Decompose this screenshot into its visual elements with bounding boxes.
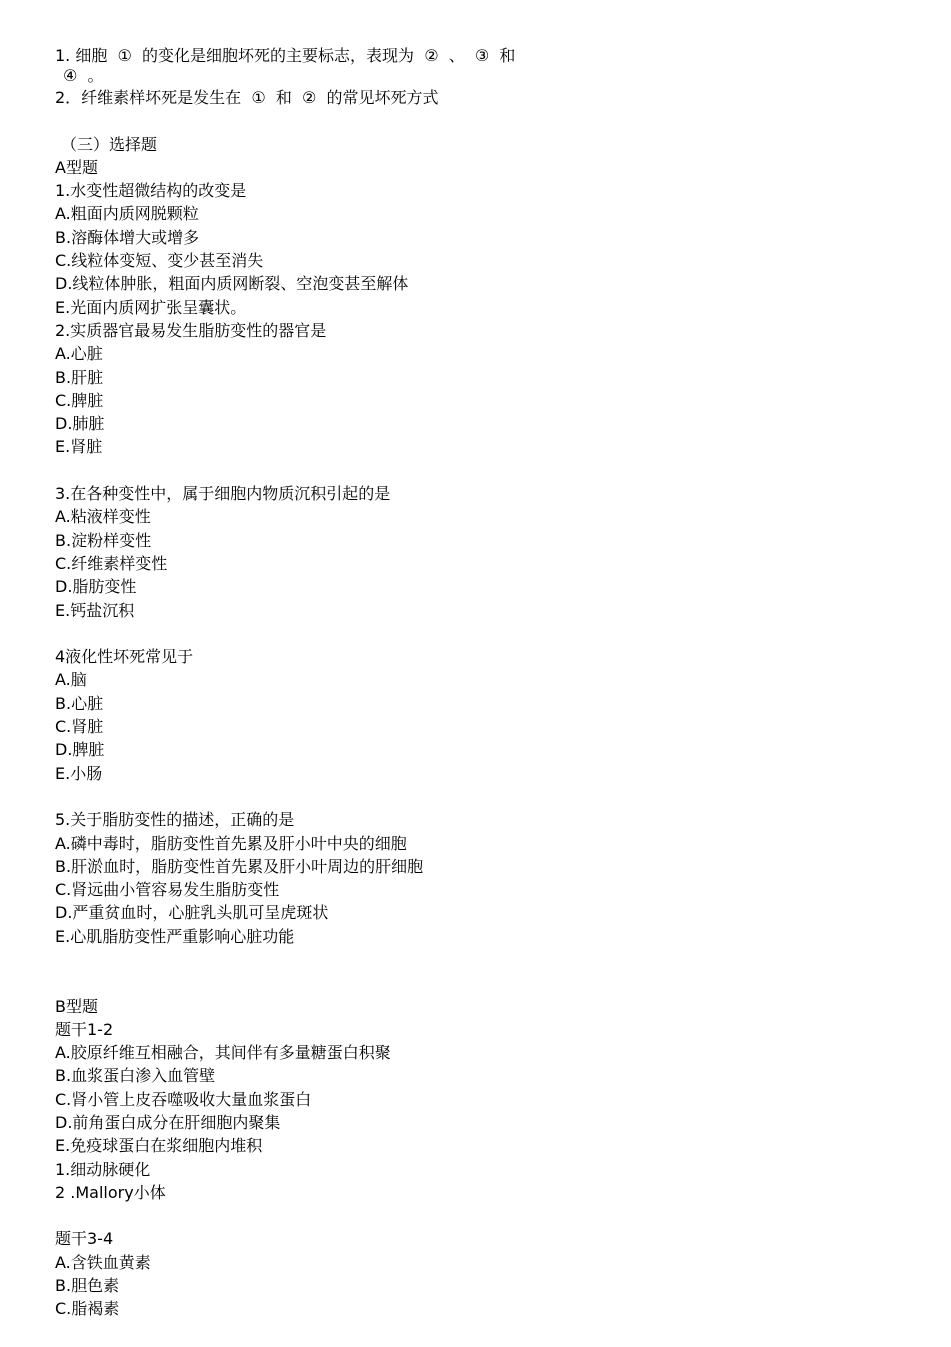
fill-blank-q1-line2: ④ 。 bbox=[63, 66, 104, 85]
group-item: 1.细动脉硬化 bbox=[55, 1159, 151, 1179]
question-option: D.脂肪变性 bbox=[55, 577, 137, 597]
question-option: C.纤维素样变性 bbox=[55, 553, 168, 573]
section-title: （三）选择题 bbox=[61, 134, 158, 154]
question-option: E.心肌脂肪变性严重影响心脏功能 bbox=[55, 926, 295, 946]
question-option: B.溶酶体增大或增多 bbox=[55, 227, 200, 247]
question-option: B.肝脏 bbox=[55, 367, 104, 387]
question-option: E.肾脏 bbox=[55, 437, 103, 457]
question-option: A.磷中毒时，脂肪变性首先累及肝小叶中央的细胞 bbox=[55, 833, 407, 853]
question-stem: 5.关于脂肪变性的描述，正确的是 bbox=[55, 810, 295, 830]
question-option: C.肾小管上皮吞噬吸收大量血浆蛋白 bbox=[55, 1089, 312, 1109]
question-option: A.胶原纤维互相融合，其间伴有多量糖蛋白积聚 bbox=[55, 1043, 391, 1063]
spacer bbox=[55, 1204, 915, 1227]
question-stem: 3.在各种变性中，属于细胞内物质沉积引起的是 bbox=[55, 484, 391, 504]
question-option: A.心脏 bbox=[55, 344, 103, 364]
b-type-title: B型题 bbox=[55, 996, 98, 1016]
group-stem: 题干3-4 bbox=[55, 1229, 114, 1249]
fill-blank-q1-line1: 1. 细胞 ① 的变化是细胞坏死的主要标志，表现为 ② 、 ③ 和 bbox=[55, 46, 516, 65]
question-option: C.脾脏 bbox=[55, 390, 104, 410]
question-option: A.脑 bbox=[55, 670, 87, 690]
question-group bbox=[55, 1227, 915, 1320]
question-stem: 1.水变性超微结构的改变是 bbox=[55, 181, 247, 201]
question-option: B.血浆蛋白渗入血管壁 bbox=[55, 1066, 216, 1086]
question-option: D.前角蛋白成分在肝细胞内聚集 bbox=[55, 1113, 281, 1133]
question-option: E.钙盐沉积 bbox=[55, 600, 135, 620]
question-option: C.肾脏 bbox=[55, 717, 104, 737]
question-stem: 2.实质器官最易发生脂肪变性的器官是 bbox=[55, 320, 327, 340]
question-option: E.光面内质网扩张呈囊状。 bbox=[55, 297, 247, 317]
question-block bbox=[55, 482, 915, 622]
question-option: C.肾远曲小管容易发生脂肪变性 bbox=[55, 880, 280, 900]
question-block bbox=[55, 179, 915, 319]
question-option: B.淀粉样变性 bbox=[55, 530, 152, 550]
spacer bbox=[55, 459, 915, 482]
fill-blank-q2: 2．纤维素样坏死是发生在 ① 和 ② 的常见坏死方式 bbox=[55, 88, 439, 107]
group-stem: 题干1-2 bbox=[55, 1019, 114, 1039]
question-option: E.小肠 bbox=[55, 763, 103, 783]
spacer bbox=[55, 785, 915, 808]
question-option: C.线粒体变短、变少甚至消失 bbox=[55, 251, 264, 271]
question-option: E.免疫球蛋白在浆细胞内堆积 bbox=[55, 1136, 263, 1156]
spacer bbox=[55, 948, 915, 971]
question-option: B.心脏 bbox=[55, 693, 104, 713]
group-item: 2 .Mallory小体 bbox=[55, 1182, 166, 1202]
question-option: D.肺脏 bbox=[55, 414, 105, 434]
question-block bbox=[55, 319, 915, 459]
question-option: B.肝淤血时，脂肪变性首先累及肝小叶周边的肝细胞 bbox=[55, 856, 424, 876]
question-option: B.胆色素 bbox=[55, 1275, 120, 1295]
spacer bbox=[55, 109, 915, 132]
question-option: A.粗面内质网脱颗粒 bbox=[55, 204, 199, 224]
question-option: D.脾脏 bbox=[55, 740, 105, 760]
spacer bbox=[55, 622, 915, 645]
question-option: D.严重贫血时，心脏乳头肌可呈虎斑状 bbox=[55, 903, 329, 923]
a-type-title: A型题 bbox=[55, 157, 98, 177]
question-group bbox=[55, 1018, 915, 1204]
question-option: C.脂褐素 bbox=[55, 1299, 120, 1319]
question-option: D.线粒体肿胀，粗面内质网断裂、空泡变甚至解体 bbox=[55, 274, 409, 294]
spacer bbox=[55, 971, 915, 994]
question-option: A.含铁血黄素 bbox=[55, 1252, 151, 1272]
question-stem: 4液化性坏死常见于 bbox=[55, 647, 194, 667]
document-page bbox=[55, 46, 915, 1320]
question-option: A.粘液样变性 bbox=[55, 507, 151, 527]
question-block bbox=[55, 808, 915, 948]
question-block bbox=[55, 645, 915, 785]
